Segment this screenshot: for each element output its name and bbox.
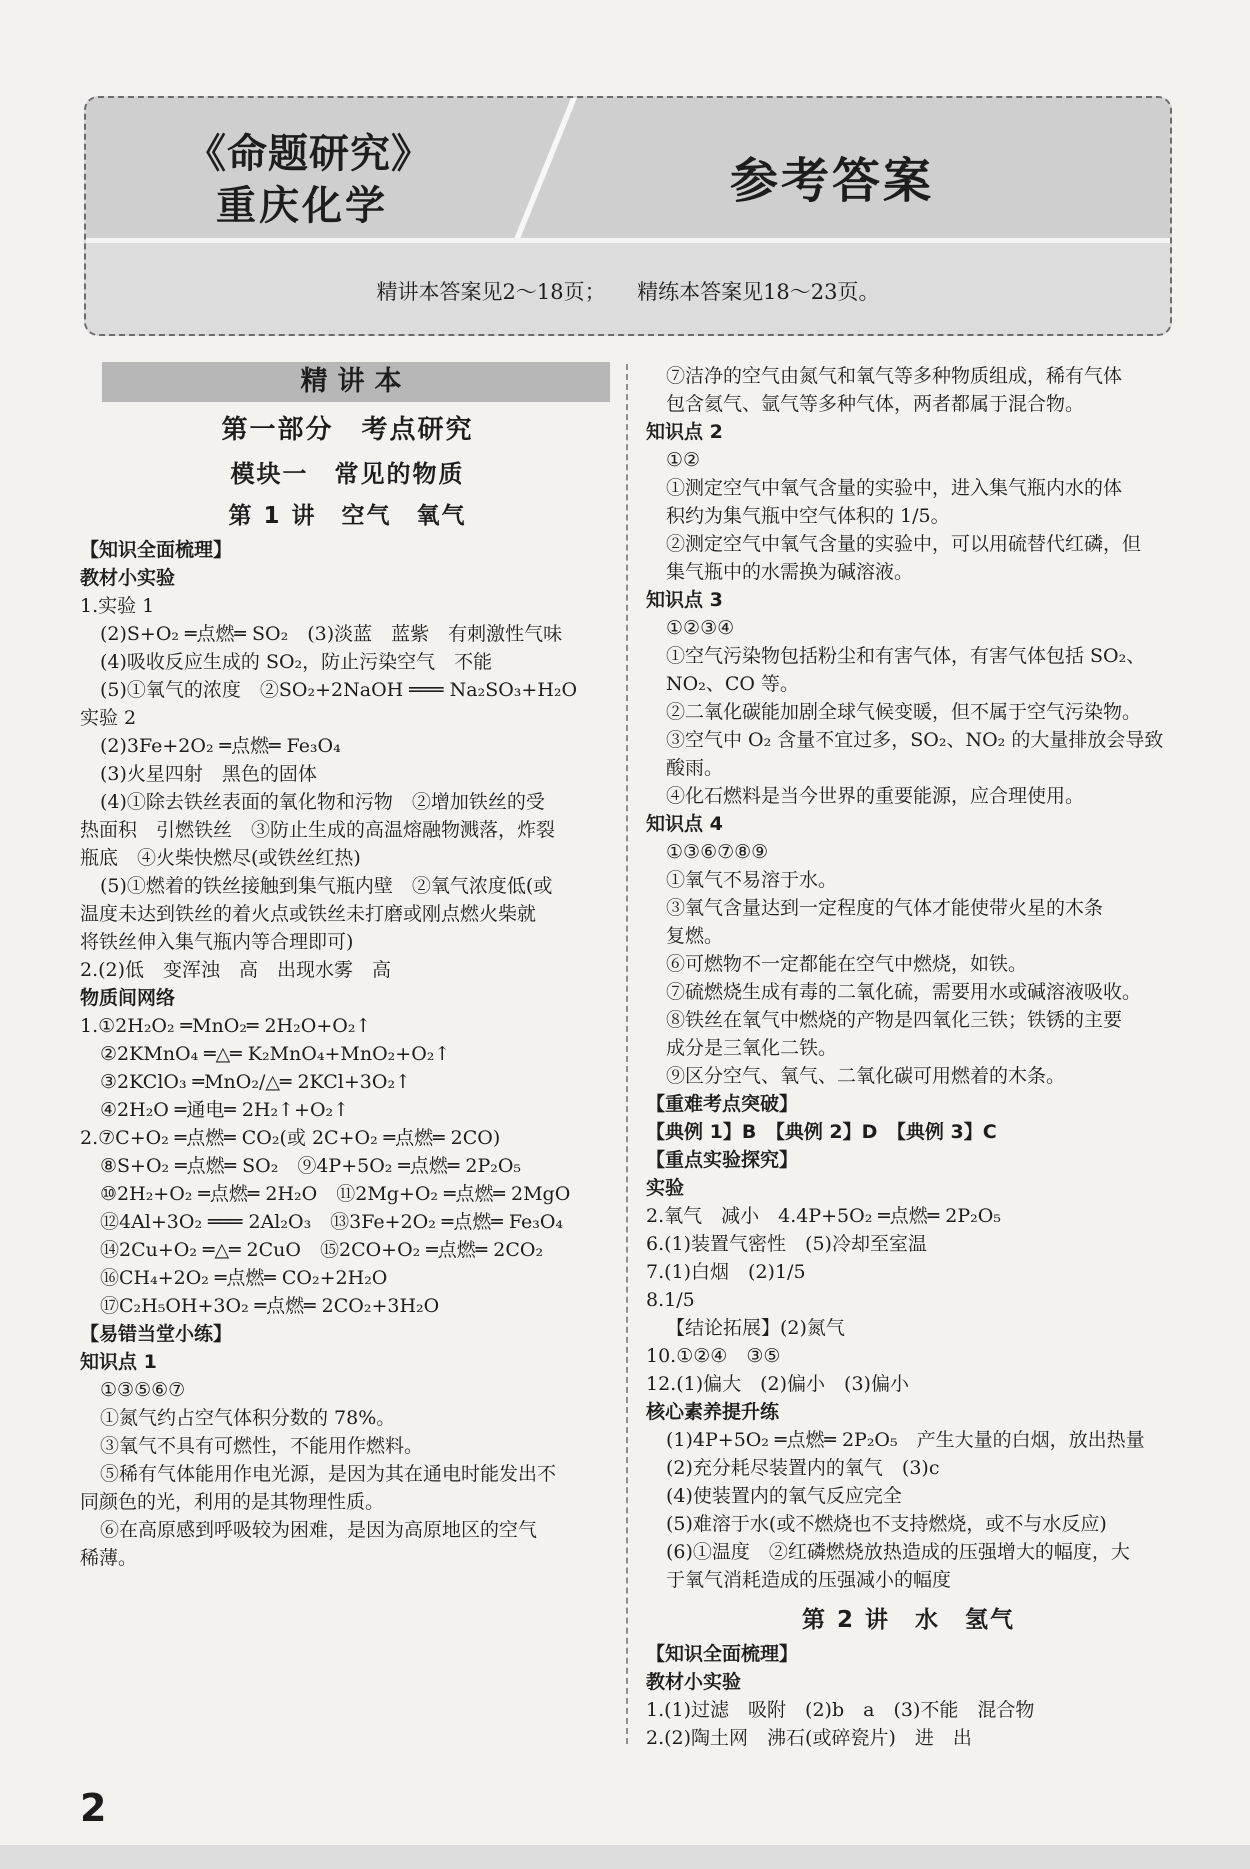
section-heading: 【知识全面梳理】: [646, 1643, 799, 1665]
answer-line: ②二氧化碳能加剧全球气候变暖，但不属于空气污染物。: [666, 701, 1142, 723]
answer-line: 稀薄。: [80, 1547, 138, 1569]
answer-line: ③氧气不具有可燃性，不能用作燃料。: [100, 1435, 424, 1457]
book-title: 《命题研究》: [186, 131, 432, 177]
answer-line: 同颜色的光，利用的是其物理性质。: [80, 1491, 385, 1513]
answer-line: ②测定空气中氧气含量的实验中，可以用硫替代红磷，但: [666, 533, 1142, 555]
answer-line: ⑭2Cu+O₂ ═△═ 2CuO ⑮2CO+O₂ ═点燃═ 2CO₂: [100, 1239, 544, 1261]
subsection-heading: 教材小实验: [80, 567, 176, 589]
answer-line: ①测定空气中氧气含量的实验中，进入集气瓶内水的体: [666, 477, 1123, 499]
answer-line: 于氧气消耗造成的压强减小的幅度: [666, 1569, 952, 1591]
answer-line: ⑧S+O₂ ═点燃═ SO₂ ⑨4P+5O₂ ═点燃═ 2P₂O₅: [100, 1155, 522, 1177]
answer-line: 2.氧气 减小 4.4P+5O₂ ═点燃═ 2P₂O₅: [646, 1205, 1001, 1227]
subsection-heading: 知识点 1: [80, 1351, 157, 1373]
lecture-2-heading: 第 2 讲 水 氢气: [801, 1607, 1016, 1633]
page-number: 2: [80, 1786, 107, 1830]
answer-line: ⑥在高原感到呼吸较为困难，是因为高原地区的空气: [100, 1519, 538, 1541]
answer-line: ①②: [666, 449, 701, 471]
subsection-heading: 知识点 2: [646, 421, 723, 443]
answer-line: 酸雨。: [666, 757, 724, 779]
answer-line: 积约为集气瓶中空气体积的 1/5。: [666, 505, 950, 527]
answer-line: (4)①除去铁丝表面的氧化物和污物 ②增加铁丝的受: [100, 791, 545, 813]
answer-line: 2.(2)低 变浑浊 高 出现水雾 高: [80, 959, 392, 981]
answer-line: (4)吸收反应生成的 SO₂，防止污染空气 不能: [100, 651, 493, 673]
page-bottom-edge: [0, 1845, 1250, 1869]
section-heading: 【知识全面梳理】: [80, 539, 233, 561]
answer-line: 2.⑦C+O₂ ═点燃═ CO₂(或 2C+O₂ ═点燃═ 2CO): [80, 1127, 501, 1149]
answer-line: 8.1/5: [646, 1289, 695, 1311]
section-heading: 【典例 1】B 【典例 2】D 【典例 3】C: [646, 1121, 997, 1143]
answer-line: (4)使装置内的氧气反应完全: [666, 1485, 902, 1507]
answer-line: 成分是三氧化二铁。: [666, 1037, 838, 1059]
subsection-heading: 核心素养提升练: [646, 1401, 780, 1423]
answer-line: 1.实验 1: [80, 595, 155, 617]
answer-line: ①空气污染物包括粉尘和有害气体，有害气体包括 SO₂、: [666, 645, 1146, 667]
answer-line: (2)S+O₂ ═点燃═ SO₂ (3)淡蓝 蓝紫 有刺激性气味: [100, 623, 563, 645]
right-column: [646, 362, 1171, 1752]
subsection-heading: 知识点 3: [646, 589, 723, 611]
answer-line: ⑫4Al+3O₂ ═══ 2Al₂O₃ ⑬3Fe+2O₂ ═点燃═ Fe₃O₄: [100, 1211, 564, 1233]
answer-line: ⑦硫燃烧生成有毒的二氧化硫，需要用水或碱溶液吸收。: [666, 981, 1142, 1003]
answer-line: 【结论拓展】(2)氮气: [666, 1317, 845, 1339]
answer-line: (6)①温度 ②红磷燃烧放热造成的压强增大的幅度，大: [666, 1541, 1130, 1563]
subject-title: 重庆化学: [216, 183, 388, 229]
answer-line: ⑯CH₄+2O₂ ═点燃═ CO₂+2H₂O: [100, 1267, 388, 1289]
answer-line: NO₂、CO 等。: [666, 673, 799, 695]
answer-line: 12.(1)偏大 (2)偏小 (3)偏小: [646, 1373, 909, 1395]
section-heading: 【重点实验探究】: [646, 1149, 799, 1171]
header-banner: [84, 96, 1172, 336]
answer-line: (2)充分耗尽装置内的氧气 (3)c: [666, 1457, 940, 1479]
answer-line: 瓶底 ④火柴快燃尽(或铁丝红热): [80, 847, 361, 869]
answer-line: 温度未达到铁丝的着火点或铁丝未打磨或刚点燃火柴就: [80, 903, 537, 925]
section-heading: 【易错当堂小练】: [80, 1323, 233, 1345]
left-answer-lines: [80, 536, 615, 1572]
answer-line: ⑩2H₂+O₂ ═点燃═ 2H₂O ⑪2Mg+O₂ ═点燃═ 2MgO: [100, 1183, 571, 1205]
answer-line: 1.(1)过滤 吸附 (2)b a (3)不能 混合物: [646, 1699, 1035, 1721]
answer-line: 2.(2)陶土网 沸石(或碎瓷片) 进 出: [646, 1727, 972, 1749]
section-label-bar: 精讲本: [102, 362, 610, 402]
subsection-heading: 实验: [646, 1177, 685, 1199]
answer-line: 将铁丝伸入集气瓶内等合理即可): [80, 931, 354, 953]
answer-line: ⑰C₂H₅OH+3O₂ ═点燃═ 2CO₂+3H₂O: [100, 1295, 440, 1317]
answer-line: 6.(1)装置气密性 (5)冷却至室温: [646, 1233, 927, 1255]
answer-line: ①③⑤⑥⑦: [100, 1379, 186, 1401]
answer-line: ②2KMnO₄ ═△═ K₂MnO₄+MnO₂+O₂↑: [100, 1043, 451, 1065]
answer-line: 包含氦气、氩气等多种气体，两者都属于混合物。: [666, 393, 1085, 415]
answer-line: ①③⑥⑦⑧⑨: [666, 841, 769, 863]
answer-line: ⑥可燃物不一定都能在空气中燃烧，如铁。: [666, 953, 1028, 975]
answer-line: ①氧气不易溶于水。: [666, 869, 838, 891]
answer-line: 实验 2: [80, 707, 137, 729]
answer-line: (3)火星四射 黑色的固体: [100, 763, 317, 785]
answer-line: (5)①燃着的铁丝接触到集气瓶内壁 ②氧气浓度低(或: [100, 875, 553, 897]
answer-line: ①氮气约占空气体积分数的 78%。: [100, 1407, 396, 1429]
answer-line: (5)难溶于水(或不燃烧也不支持燃烧，或不与水反应): [666, 1513, 1107, 1535]
answer-line: 复燃。: [666, 925, 724, 947]
answers-title: 参考答案: [730, 153, 935, 209]
column-divider: [626, 364, 628, 1744]
answer-line: 集气瓶中的水需换为碱溶液。: [666, 561, 914, 583]
answer-line: ④2H₂O ═通电═ 2H₂↑+O₂↑: [100, 1099, 350, 1121]
answer-line: ③2KClO₃ ═MnO₂/△═ 2KCl+3O₂↑: [100, 1071, 411, 1093]
module-heading: 模块一 常见的物质: [230, 460, 465, 488]
answer-line: 10.①②④ ③⑤: [646, 1345, 781, 1367]
answer-line: 热面积 引燃铁丝 ③防止生成的高温熔融物溅落，炸裂: [80, 819, 556, 841]
answer-line: (1)4P+5O₂ ═点燃═ 2P₂O₅ 产生大量的白烟，放出热量: [666, 1429, 1145, 1451]
answer-line: ⑦洁净的空气由氮气和氧气等多种物质组成，稀有气体: [666, 365, 1123, 387]
answer-line: ③空气中 O₂ 含量不宜过多，SO₂、NO₂ 的大量排放会导致: [666, 729, 1164, 751]
answer-line: ⑧铁丝在氧气中燃烧的产物是四氧化三铁；铁锈的主要: [666, 1009, 1123, 1031]
answer-line: ⑤稀有气体能用作电光源，是因为其在通电时能发出不: [100, 1463, 557, 1485]
right-answer-lines-2: [646, 1640, 1171, 1752]
subsection-heading: 知识点 4: [646, 813, 723, 835]
answer-line: ③氧气含量达到一定程度的气体才能使带火星的木条: [666, 897, 1104, 919]
right-answer-lines: [646, 362, 1171, 1594]
answer-line: (2)3Fe+2O₂ ═点燃═ Fe₃O₄: [100, 735, 341, 757]
answer-line: ④化石燃料是当今世界的重要能源，应合理使用。: [666, 785, 1085, 807]
lecture-heading: 第 1 讲 空气 氧气: [228, 503, 467, 529]
answer-line: ⑨区分空气、氧气、二氧化碳可用燃着的木条。: [666, 1065, 1066, 1087]
subsection-heading: 物质间网络: [80, 987, 176, 1009]
answer-line: ①②③④: [666, 617, 735, 639]
answer-line: (5)①氧气的浓度 ②SO₂+2NaOH ═══ Na₂SO₃+H₂O: [100, 679, 578, 701]
section-heading: 【重难考点突破】: [646, 1093, 799, 1115]
page-range-note: 精讲本答案见2～18页； 精练本答案见18～23页。: [376, 280, 880, 304]
subsection-heading: 教材小实验: [646, 1671, 742, 1693]
left-column: [80, 362, 615, 1572]
answer-line: 7.(1)白烟 (2)1/5: [646, 1261, 806, 1283]
answer-line: 1.①2H₂O₂ ═MnO₂═ 2H₂O+O₂↑: [80, 1015, 372, 1037]
part-heading: 第一部分 考点研究: [221, 415, 474, 445]
